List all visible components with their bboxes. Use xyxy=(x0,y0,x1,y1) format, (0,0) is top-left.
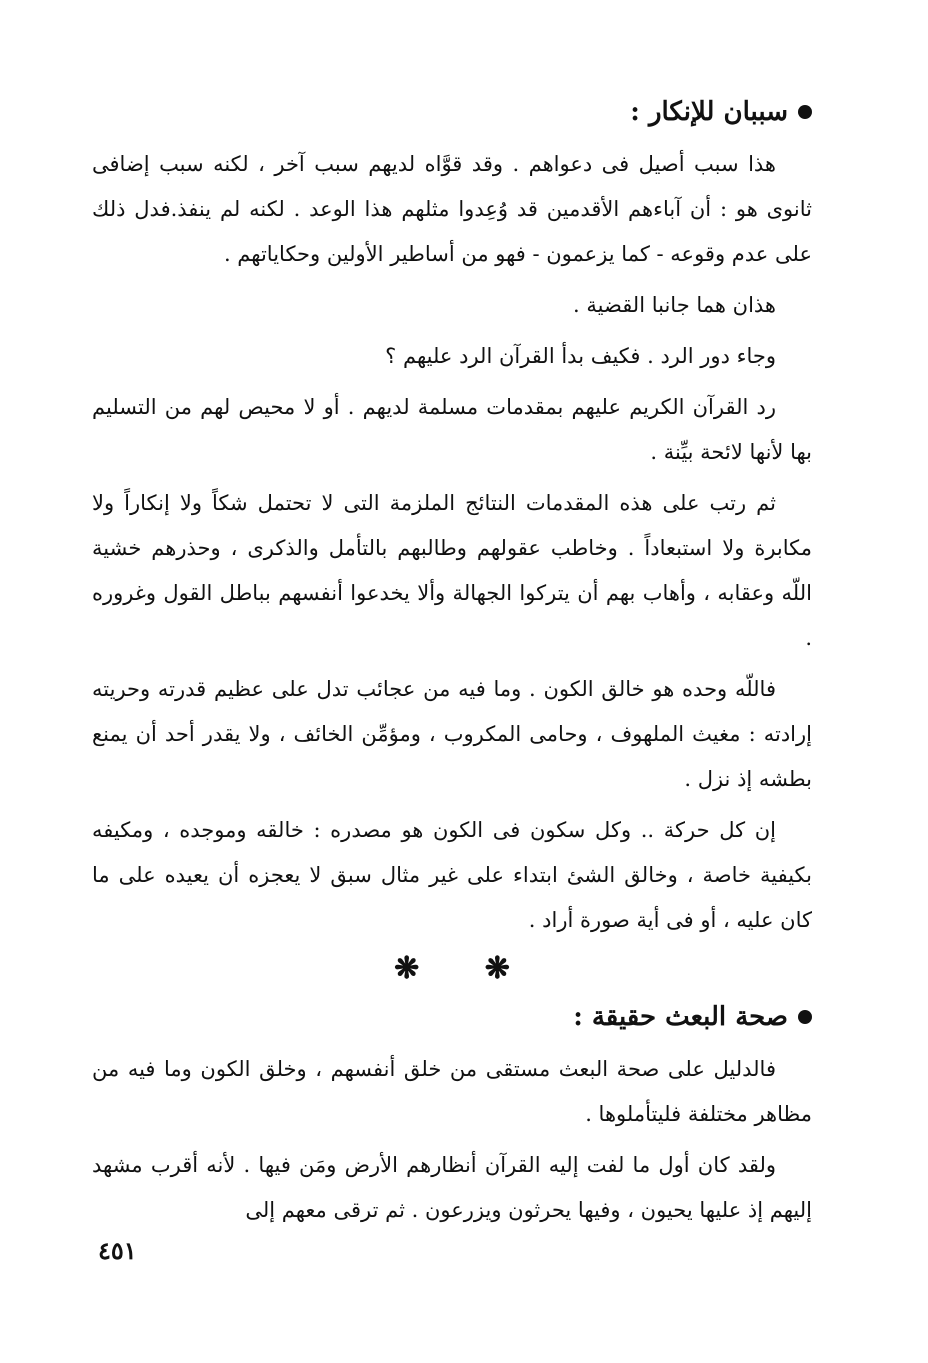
paragraph: ثم رتب على هذه المقدمات النتائج الملزمة التى لا تحتمل شكاً ولا إنكاراً ولا مكابرة ولا استبعاداً . وخاطب عقولهم وطالبهم بالتأمل والذكرى ، وحذرهم خشية اللّه وعقابه ، وأهاب بهم أن يتركوا الجهالة وألا يخدعوا أنفسهم بباطل القول وغروره . xyxy=(92,491,812,650)
section-separator xyxy=(92,949,812,989)
bullet-icon xyxy=(798,105,812,119)
paragraph: وجاء دور الرد . فكيف بدأ القرآن الرد عليهم ؟ xyxy=(385,344,776,368)
section-heading-2 xyxy=(92,997,812,1037)
bullet-icon xyxy=(798,1010,812,1024)
paragraph: فاللّه وحده هو خالق الكون . وما فيه من عجائب تدل على عظيم قدرته وحريته إرادته : مغيث الملهوف ، وحامى المكروب ، ومؤمِّن الخائف ، ولا يقدر أحد أن يمنع بطشه إذ نزل . xyxy=(92,677,812,791)
section-heading-2-text: صحة البعث حقيقة : xyxy=(573,1002,788,1032)
paragraph: فالدليل على صحة البعث مستقى من خلق أنفسهم ، وخلق الكون وما فيه من مظاهر مختلفة فليتأملوها . xyxy=(92,1057,812,1126)
section-heading-1 xyxy=(92,92,812,132)
asterisk-icon: ❋ xyxy=(484,951,510,986)
paragraph: إن كل حركة .. وكل سكون فى الكون هو مصدره : خالقه وموجده ، ومكيفه بكيفية خاصة ، وخالق الشئ ابتداء على غير مثال سبق لا يعجزه أن يعيده على ما كان عليه ، أو فى أية صورة أراد . xyxy=(92,818,812,932)
paragraph: هذان هما جانبا القضية . xyxy=(573,293,776,317)
page-number: ٤٥١ xyxy=(98,1236,137,1265)
page-body xyxy=(92,92,812,1239)
paragraph: رد القرآن الكريم عليهم بمقدمات مسلمة لديهم . أو لا محيص لهم من التسليم بها لأنها لائحة بيِّنة . xyxy=(92,395,812,464)
paragraph: هذا سبب أصيل فى دعواهم . وقد قوَّاه لديهم سبب آخر ، لكنه سبب إضافى ثانوى هو : أن آباءهم الأقدمين قد وُعِدوا مثلهم هذا الوعد . لكنه لم ينفذ.فدل ذلك على عدم وقوعه - كما يزعمون - فهو من أساطير الأولين وحكاياتهم . xyxy=(92,152,812,266)
section-heading-1-text: سببان للإنكار : xyxy=(630,97,788,127)
paragraph: ولقد كان أول ما لفت إليه القرآن أنظارهم الأرض ومَن فيها . لأنه أقرب مشهد إليهم إذ عليها يحيون ، وفيها يحرثون ويزرعون . ثم ترقى معهم إلى xyxy=(92,1153,812,1222)
asterisk-icon: ❋ xyxy=(394,951,420,986)
